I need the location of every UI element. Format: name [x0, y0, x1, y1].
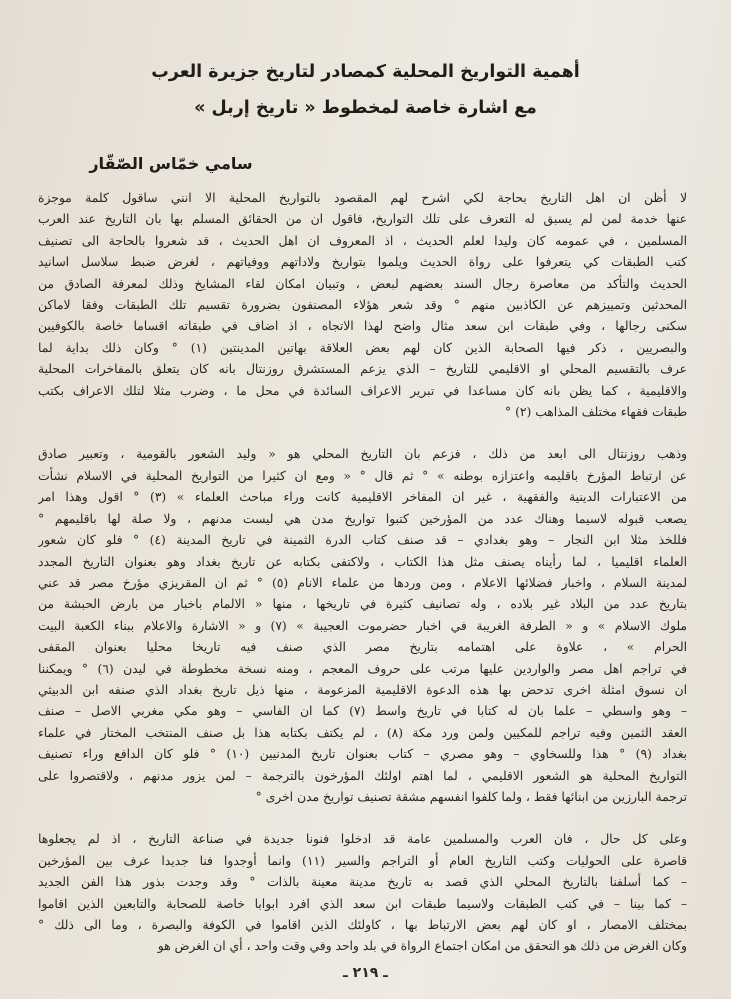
author-name: سامي خمّاس الصّقّار — [89, 154, 253, 173]
paragraph-line: الحرام » ، علاوة على اهتمامه بتاريخ مصر الذي صنف فيه تاريخا محليا بعنوان المقفى — [38, 640, 687, 655]
paragraph-line: ملوك الاسلام » و « الطرفة الغريبة في اخبار حضرموت العجيبة » (٧) و « الاشارة والاعلام ببناء الكعبة البيت — [38, 618, 687, 633]
paragraph-line: فللخذ مثلا ابن النجار – وهو بغدادي – قد صنف كتاب الدرة الثمينة في تاريخ المدينة (٤) ° فلو كان شعور — [38, 533, 687, 548]
bleed-through-text — [40, 6, 671, 48]
paragraph — [38, 444, 687, 808]
paragraph — [38, 829, 687, 957]
paragraph-line: الحديث والتأكد من معاصرة رجال السند بعضهم لبعض ، وتبيان امكان لقاء المشايخ وذلك لمعرفة الصادق من — [38, 276, 687, 291]
paragraph-line: وكان الغرض من ذلك هو التحقق من امكان اجتماع الرواة في بلد واحد وفي وقت واحد ، أي ان الغرض هو — [157, 939, 687, 954]
paragraph-line: المحدثين وتمييزهم عن الكاذبين منهم ° وقد شعر هؤلاء المصنفون بضرورة تقسيم تلك الطبقات وفقا لاماكن — [38, 298, 687, 313]
paragraph-line: عنها خدمة لمن لم يسبق له التعرف على تلك التواريخ، فاقول ان من الحقائق المسلم بها بان التاريخ عند العرب — [38, 212, 687, 227]
paragraph-line: لمدينة السلام ، واخبار فضلائها الاعلام ، ومن وردها من علماء الانام (٥) ° ثم ان المقريزي مؤرخ مصر قد عني — [38, 575, 687, 590]
paragraph-line: – كما بينا – في كتب الطبقات ولاسيما طبقات ابن سعد الذي افرد ابوابا خاصة للصحابة والتابعين الذين اقاموا — [38, 896, 687, 911]
paragraph-line: العقد الثمين وفيه تراجم للمكيين ولمن ورد مكة (٨) ، لم يكتف بكتابه هذا بل صنف المنتخب المختار في علماء — [38, 725, 687, 740]
paragraph-line: وذهب روزنتال الى ابعد من ذلك ، فزعم بان التاريخ المحلي هو « وليد الشعور بالقومية ، وتعبير صادق — [38, 447, 687, 462]
paragraph-line: بمختلف الامصار ، او كان لهم بعض الارتباط بها ، كاولئك الذين اقاموا في الكوفة والبصرة ، وما الى ذلك ° — [38, 918, 687, 932]
paragraph-line: – كما أسلفنا بالتاريخ المحلي الذي قصد به تاريخ مدينة معينة بالذات ° وقد وجدت بذور هذا الفن الجديد — [38, 875, 687, 890]
paragraph-line: ان نسوق امثلة اخرى تدحض بها هذه الدعوة الاقليمية المزعومة ، منها ذيل تاريخ بغداد الذي صنفه ابن الدبيثي — [38, 682, 687, 697]
article-title-line-2: مع اشارة خاصة لمخطوط « تاريخ إربل » — [194, 98, 537, 118]
paragraph-line: التواريخ المحلية هو الشعور الاقليمي ، لما اهتم اولئك المؤرخون بالترجمة – لمن يزور مدنهم ، ولاقتصروا على — [38, 768, 687, 783]
paragraph-line: بغداد (٩) ° هذا وللسخاوي – وهو مصري – كتاب بعنوان تاريخ المدنيين (١٠) ° فلو كان الدافع وراء تصنيف — [38, 747, 687, 762]
paragraph-line: عرف بالتقسيم المحلي او الاقليمي للتاريخ – الذي يزعم المستشرق روزنتال بانه كان يتعلق بالمفاخرات المحلية — [38, 362, 687, 377]
paragraph-line: يصعب قبوله لاسيما وهناك عدد من المؤرخين كتبوا تواريخ مدن هي ليست مدنهم ، ولا صلة لها باقليمهم ° — [38, 511, 687, 526]
paragraph-line: كتب الطبقات كي يتعرفوا على رواة الحديث ويلموا بتواريخ ولاداتهم ووفياتهم ، لغرض ضبط سلاسل اسانيد — [38, 255, 687, 270]
paragraph-line: والاقليمية ، كما يظن بانه كان مساعدا في تبرير الاعراف السائدة في محل ما ، وضرب مثلا لتلك الاعراف بكتب — [38, 383, 687, 398]
paragraph — [38, 188, 687, 423]
paragraph-line: والبصريين ، ذكر فيها الصحابة الذين كان لهم بعض العلاقة بهاتين المدينتين (١) ° وكان ذلك بداية لما — [38, 340, 687, 355]
paragraph-line: سكنى رجالها ، وفي طبقات ابن سعد مثال واضح لهذا الاتجاه ، اذ اضاف في طبقاته اقساما خاصة بالكوفيين — [38, 319, 687, 334]
paragraph-line: طبقات فقهاء مختلف المذاهب (٢) ° — [505, 405, 687, 420]
paragraph-line: في تراجم اهل مصر والواردين عليها مرتب على حروف المعجم ، ومنه نسخة مخطوطة في ليدن (٦) ° ويمكننا — [38, 661, 687, 676]
paragraph-line: ترجمة البارزين من ابنائها فقط ، ولما كلفوا انفسهم مشقة تصنيف تواريخ مدن اخرى ° — [255, 789, 687, 804]
paragraph-line: لا أظن ان اهل التاريخ بحاجة لكي اشرح لهم المقصود بالتواريخ المحلية الا انني ساقول كلمة موجزة — [38, 191, 687, 205]
paragraph-line: بتاريخ عدد من البلاد غير بلاده ، وله تصانيف كثيرة في تاريخها ، منها « الالمام باخبار من بارض الحبشة من — [38, 597, 687, 612]
paragraph-line: عن ارتباط المؤرخ باقليمه واعتزازه بوطنه » ° ثم قال ° « ومع ان كثيرا من التواريخ المحلية في الاسلام نشأت — [38, 468, 687, 483]
paragraph-line: – وهو واسطي – علما بان له كتابا في تاريخ واسط (٧) كما ان الفاسي – وهو مكي مغربي الاصل – صنف — [38, 704, 687, 719]
paragraph-line: وعلى كل حال ، فان العرب والمسلمين عامة قد ادخلوا فنونا جديدة في صناعة التاريخ ، اذ لم يجعلوها — [38, 832, 687, 847]
page-number: ـ ٢١٩ ـ — [343, 965, 388, 981]
paragraph-line: من الاعتبارات الدينية والفقهية ، غير ان المفاخر الاقليمية كانت وراء مباحث العلماء » (٣) ° اقول وهذا امر — [38, 490, 687, 505]
article-title-line-1: أهمية التواريخ المحلية كمصادر لتاريخ جزيرة العرب — [151, 62, 580, 82]
paragraph-line: قاصرة على الحوليات وكتب التاريخ العام أو التراجم والسير (١١) وانما أوجدوا فنا جديدا عرف بين المؤرخين — [38, 853, 687, 868]
article-body — [38, 188, 687, 958]
paragraph-line: المسلمين ، في عمومه كان وليدا لعلم الحديث ، اذ المعروف ان اهل الحديث ، قد شعروا بالحاجة الى تصنيف — [38, 233, 687, 248]
paragraph-line: العلماء اقليميا ، لما رأيناه يصنف مثل هذا الكتاب ، ولاكتفى بكتابه عن تاريخ بغداد وهو بعنوان التاريخ المجدد — [38, 554, 687, 569]
